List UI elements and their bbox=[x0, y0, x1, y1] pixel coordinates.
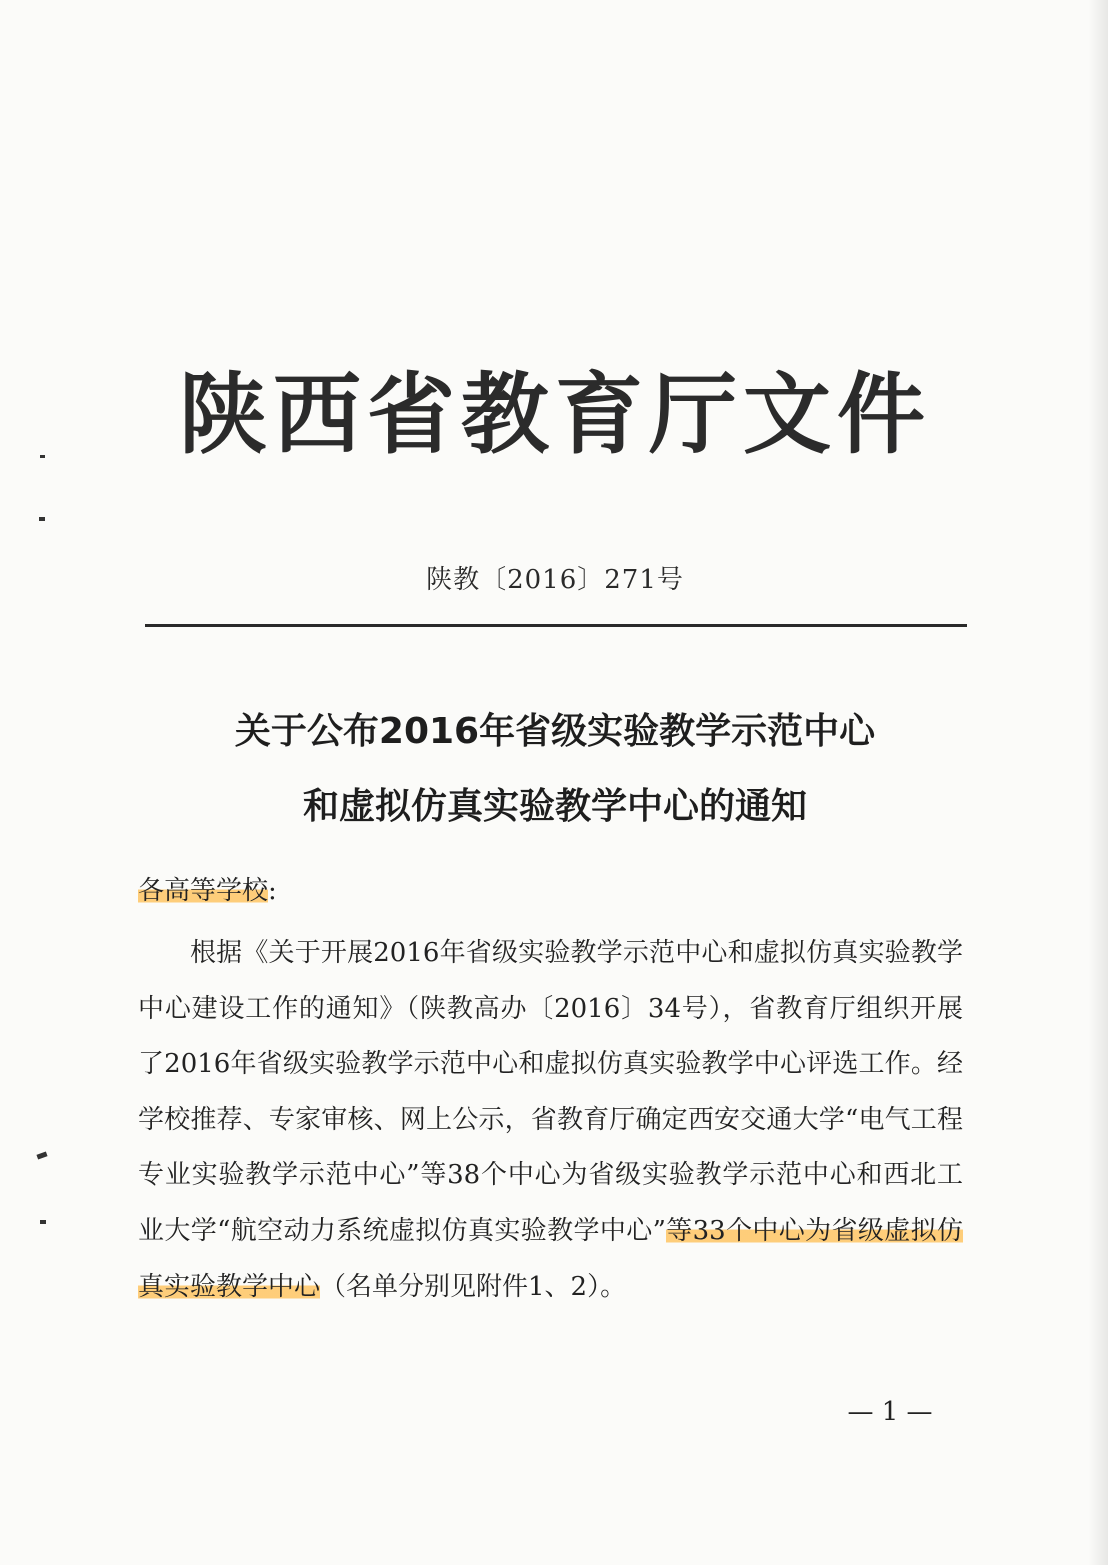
paragraph-text: 根据《关于开展2016年省级实验教学示范中心和虚拟仿真实验教学中心建设工作的通知》（陕教高办〔2016〕34号），省教育厅组织开展了2016年省级实验教学示范中心和虚拟仿真实验教学中心评选工作。经学校推荐、专家审核、网上公示，省教育厅确定西安交通大学“电气工程专业实验教学示范中心”等38个中心为省级实验教学示范中心和西北工业大学“航空动力系统虚拟仿真实验教学中心” bbox=[138, 938, 963, 1246]
scan-speck bbox=[40, 1220, 46, 1224]
page-number: — 1 — bbox=[847, 1397, 933, 1427]
scan-speck bbox=[36, 1151, 47, 1159]
notice-title-line-1: 关于公布2016年省级实验教学示范中心 bbox=[234, 711, 876, 752]
salutation bbox=[138, 868, 963, 914]
scan-edge-shadow bbox=[1088, 0, 1108, 1565]
paragraph-highlighted-text: 等33个中心为省级虚拟仿真实验教学中心 bbox=[138, 1215, 963, 1302]
notice-title-line-2: 和虚拟仿真实验教学中心的通知 bbox=[302, 786, 807, 827]
document-header-title: 陕西省教育厅文件 bbox=[178, 363, 931, 466]
scan-speck bbox=[40, 455, 45, 458]
paragraph-text-end: （名单分别见附件1、2）。 bbox=[320, 1271, 627, 1302]
salutation-colon: : bbox=[268, 876, 277, 906]
salutation-highlighted: 各高等学校 bbox=[138, 876, 269, 906]
body-paragraph bbox=[138, 926, 963, 1315]
scan-speck bbox=[39, 517, 45, 521]
header-divider bbox=[145, 624, 967, 627]
document-number: 陕教〔2016〕271号 bbox=[426, 565, 684, 595]
